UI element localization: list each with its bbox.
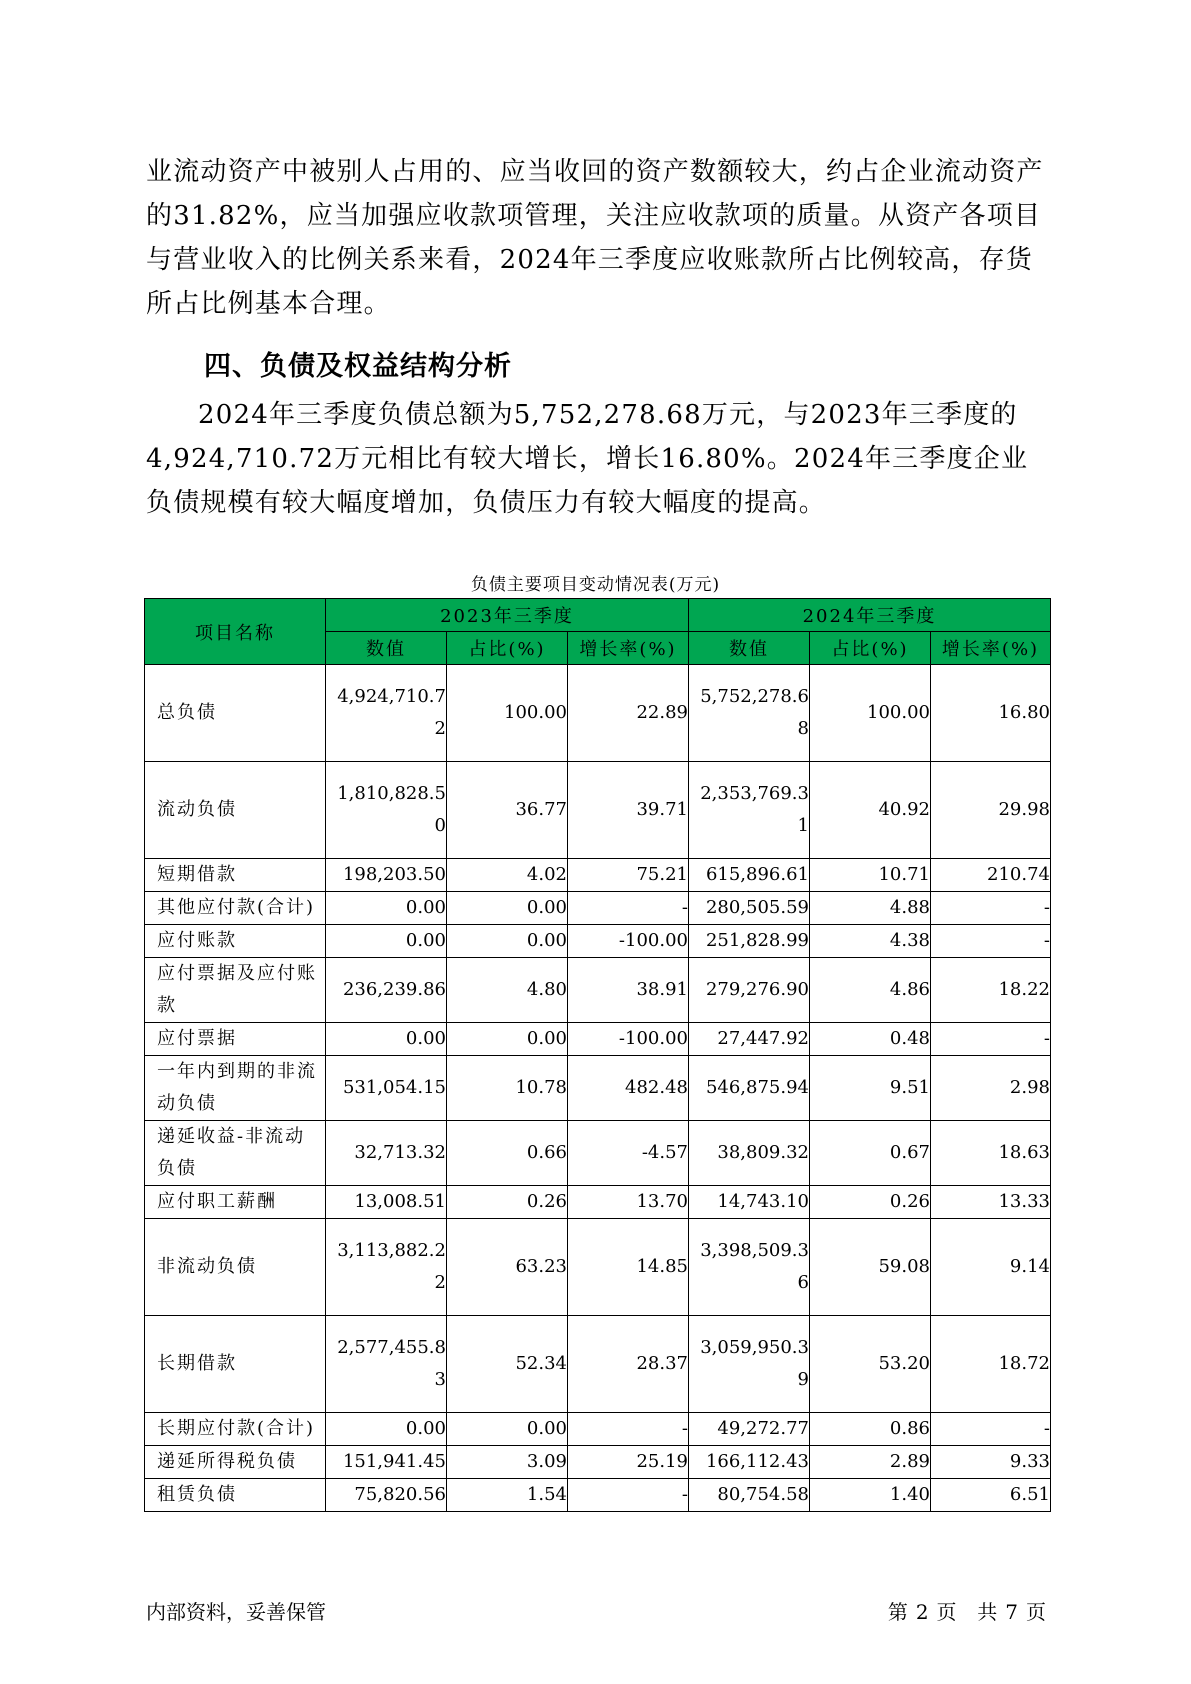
value-2024: 546,875.94: [689, 1056, 810, 1121]
share-2023: 52.34: [447, 1316, 568, 1413]
growth-2023: 14.85: [568, 1219, 689, 1316]
value-2023: 32,713.32: [326, 1121, 447, 1186]
share-2024: 59.08: [810, 1219, 931, 1316]
share-2024: 2.89: [810, 1446, 931, 1479]
share-2023: 36.77: [447, 762, 568, 859]
growth-2023: 25.19: [568, 1446, 689, 1479]
value-2024: 615,896.61: [689, 859, 810, 892]
growth-2023: -: [568, 1413, 689, 1446]
growth-2024: 16.80: [931, 665, 1051, 762]
share-2023: 4.02: [447, 859, 568, 892]
table-row: [145, 1056, 1051, 1121]
share-2023: 0.66: [447, 1121, 568, 1186]
header-value-2023: 数值: [326, 632, 447, 665]
growth-2024: 13.33: [931, 1186, 1051, 1219]
row-name: 其他应付款(合计): [145, 892, 326, 925]
table-row: [145, 1023, 1051, 1056]
header-period-2023: 2023年三季度: [326, 599, 689, 632]
section-heading: 四、负债及权益结构分析: [204, 351, 512, 382]
growth-2023: 22.89: [568, 665, 689, 762]
value-2023: 198,203.50: [326, 859, 447, 892]
row-name: 应付票据及应付账款: [145, 958, 326, 1023]
growth-2024: -: [931, 892, 1051, 925]
share-2023: 0.26: [447, 1186, 568, 1219]
share-2023: 4.80: [447, 958, 568, 1023]
value-2023: 151,941.45: [326, 1446, 447, 1479]
growth-2024: -: [931, 1413, 1051, 1446]
value-2023: 236,239.86: [326, 958, 447, 1023]
page-indicator: [884, 1596, 1050, 1625]
growth-2024: 6.51: [931, 1479, 1051, 1512]
share-2024: 40.92: [810, 762, 931, 859]
share-2024: 4.38: [810, 925, 931, 958]
value-2024: 3,059,950.39: [689, 1316, 810, 1413]
header-growth-2024: 增长率(%): [931, 632, 1051, 665]
growth-2023: -100.00: [568, 925, 689, 958]
share-2023: 0.00: [447, 892, 568, 925]
share-2024: 53.20: [810, 1316, 931, 1413]
growth-2024: 18.22: [931, 958, 1051, 1023]
body-paragraph-1: 业流动资产中被别人占用的、应当收回的资产数额较大，约占企业流动资产的31.82%，应当加强应收款项管理，关注应收款项的质量。从资产各项目与营业收入的比例关系来看，2024年三季度应收账款所占比例较高，存货所占比例基本合理。: [146, 157, 1044, 319]
share-2024: 0.67: [810, 1121, 931, 1186]
value-2024: 251,828.99: [689, 925, 810, 958]
table-row: [145, 762, 1051, 859]
row-name: 应付职工薪酬: [145, 1186, 326, 1219]
total-pages: 7: [1005, 1600, 1018, 1624]
value-2024: 38,809.32: [689, 1121, 810, 1186]
header-item-name: 项目名称: [145, 599, 326, 665]
table-row: [145, 1479, 1051, 1512]
share-2024: 0.26: [810, 1186, 931, 1219]
row-name: 非流动负债: [145, 1219, 326, 1316]
header-growth-2023: 增长率(%): [568, 632, 689, 665]
growth-2024: 9.14: [931, 1219, 1051, 1316]
share-2024: 1.40: [810, 1479, 931, 1512]
share-2024: 4.88: [810, 892, 931, 925]
share-2023: 0.00: [447, 1413, 568, 1446]
value-2023: 75,820.56: [326, 1479, 447, 1512]
header-value-2024: 数值: [689, 632, 810, 665]
value-2024: 14,743.10: [689, 1186, 810, 1219]
table-body: [145, 665, 1051, 1512]
table-row: [145, 892, 1051, 925]
share-2024: 0.48: [810, 1023, 931, 1056]
value-2024: 166,112.43: [689, 1446, 810, 1479]
table-header: [145, 599, 1051, 665]
body-paragraph-2: 2024年三季度负债总额为5,752,278.68万元，与2023年三季度的4,924,710.72万元相比有较大增长，增长16.80%。2024年三季度企业负债规模有较大幅度增加，负债压力有较大幅度的提高。: [146, 400, 1029, 518]
row-name: 递延所得税负债: [145, 1446, 326, 1479]
value-2024: 3,398,509.36: [689, 1219, 810, 1316]
growth-2023: 28.37: [568, 1316, 689, 1413]
row-name: 租赁负债: [145, 1479, 326, 1512]
page-number: 2: [915, 1600, 929, 1624]
row-name: 一年内到期的非流动负债: [145, 1056, 326, 1121]
value-2023: 4,924,710.72: [326, 665, 447, 762]
share-2024: 0.86: [810, 1413, 931, 1446]
page-mid: 页: [936, 1600, 957, 1624]
row-name: 应付账款: [145, 925, 326, 958]
row-name: 长期应付款(合计): [145, 1413, 326, 1446]
row-name: 短期借款: [145, 859, 326, 892]
growth-2023: 75.21: [568, 859, 689, 892]
table-row: [145, 1121, 1051, 1186]
growth-2023: 482.48: [568, 1056, 689, 1121]
growth-2023: -100.00: [568, 1023, 689, 1056]
value-2024: 280,505.59: [689, 892, 810, 925]
value-2023: 0.00: [326, 1413, 447, 1446]
row-name: 流动负债: [145, 762, 326, 859]
table-row: [145, 1413, 1051, 1446]
share-2023: 3.09: [447, 1446, 568, 1479]
share-2023: 63.23: [447, 1219, 568, 1316]
value-2023: 3,113,882.22: [326, 1219, 447, 1316]
value-2023: 0.00: [326, 925, 447, 958]
share-2024: 10.71: [810, 859, 931, 892]
growth-2024: 18.72: [931, 1316, 1051, 1413]
growth-2024: -: [931, 925, 1051, 958]
growth-2023: 13.70: [568, 1186, 689, 1219]
header-share-2024: 占比(%): [810, 632, 931, 665]
growth-2023: -: [568, 1479, 689, 1512]
share-2024: 9.51: [810, 1056, 931, 1121]
value-2024: 5,752,278.68: [689, 665, 810, 762]
table-caption: 负债主要项目变动情况表(万元): [470, 575, 721, 595]
liabilities-table: [144, 598, 1051, 1512]
share-2023: 1.54: [447, 1479, 568, 1512]
growth-2023: 38.91: [568, 958, 689, 1023]
header-share-2023: 占比(%): [447, 632, 568, 665]
growth-2024: 29.98: [931, 762, 1051, 859]
share-2024: 100.00: [810, 665, 931, 762]
value-2023: 13,008.51: [326, 1186, 447, 1219]
growth-2024: 2.98: [931, 1056, 1051, 1121]
value-2023: 0.00: [326, 892, 447, 925]
growth-2024: 18.63: [931, 1121, 1051, 1186]
value-2024: 27,447.92: [689, 1023, 810, 1056]
share-2023: 10.78: [447, 1056, 568, 1121]
table-row: [145, 1186, 1051, 1219]
row-name: 应付票据: [145, 1023, 326, 1056]
table-row: [145, 925, 1051, 958]
confidential-note: 内部资料，妥善保管: [146, 1600, 326, 1624]
value-2024: 80,754.58: [689, 1479, 810, 1512]
table-row: [145, 958, 1051, 1023]
growth-2024: 9.33: [931, 1446, 1051, 1479]
value-2024: 2,353,769.31: [689, 762, 810, 859]
value-2024: 279,276.90: [689, 958, 810, 1023]
share-2024: 4.86: [810, 958, 931, 1023]
page-prefix: 第: [887, 1600, 908, 1624]
growth-2024: -: [931, 1023, 1051, 1056]
share-2023: 0.00: [447, 1023, 568, 1056]
growth-2023: 39.71: [568, 762, 689, 859]
header-period-2024: 2024年三季度: [689, 599, 1051, 632]
table-row: [145, 1219, 1051, 1316]
total-suffix: 页: [1026, 1600, 1046, 1624]
table-row: [145, 665, 1051, 762]
row-name: 长期借款: [145, 1316, 326, 1413]
total-prefix: 共: [977, 1600, 998, 1624]
value-2023: 531,054.15: [326, 1056, 447, 1121]
growth-2023: -: [568, 892, 689, 925]
table-row: [145, 1316, 1051, 1413]
row-name: 总负债: [145, 665, 326, 762]
table-row: [145, 1446, 1051, 1479]
value-2023: 0.00: [326, 1023, 447, 1056]
growth-2023: -4.57: [568, 1121, 689, 1186]
share-2023: 0.00: [447, 925, 568, 958]
row-name: 递延收益-非流动负债: [145, 1121, 326, 1186]
value-2023: 1,810,828.50: [326, 762, 447, 859]
value-2023: 2,577,455.83: [326, 1316, 447, 1413]
value-2024: 49,272.77: [689, 1413, 810, 1446]
table-row: [145, 859, 1051, 892]
share-2023: 100.00: [447, 665, 568, 762]
growth-2024: 210.74: [931, 859, 1051, 892]
